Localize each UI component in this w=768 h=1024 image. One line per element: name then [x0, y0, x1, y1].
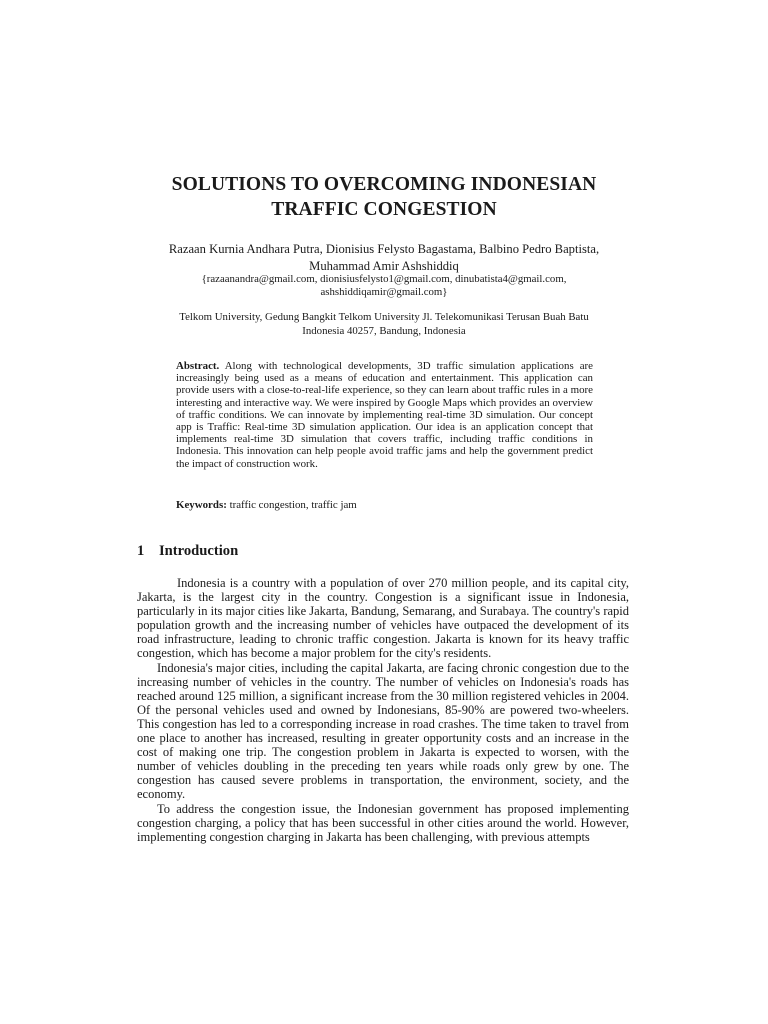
section-heading-introduction	[137, 542, 238, 560]
abstract-text: Along with technological developments, 3D traffic simulation applications are increasingly being used as a means of education and entertainment. This application can provide users with a close-to-real-life experience, so they can learn about traffic rules in a more interesting and interactive way. We were inspired by Google Maps which provides an overview of traffic conditions. We can innovate by implementing real-time 3D simulation. Our concept app is Traffic: Real-time 3D simulation application. Our idea is an application concept that implements real-time 3D simulation that covers traffic, including traffic conditions in Indonesia. This innovation can help people avoid traffic jams and help the government predict the impact of construction work.	[176, 360, 594, 470]
section-title: Introduction	[159, 543, 239, 559]
paper-title-line-1: SOLUTIONS TO OVERCOMING INDONESIAN	[171, 174, 597, 195]
paragraph: To address the congestion issue, the Indonesian government has proposed implementing congestion charging, a policy that has been successful in other cities around the world. However, implementing congestion charging in Jakarta has been challenging, with previous attempts	[137, 801, 629, 844]
author-list	[140, 241, 628, 275]
paper-title	[120, 172, 648, 222]
section-number: 1	[137, 543, 145, 559]
abstract	[176, 360, 593, 470]
keywords	[176, 499, 593, 512]
abstract-label: Abstract.	[176, 360, 220, 372]
keywords-label: Keywords:	[176, 499, 227, 511]
affiliation-line-2: Indonesia 40257, Bandung, Indonesia	[302, 324, 466, 337]
affiliation	[140, 311, 628, 338]
author-line-1: Razaan Kurnia Andhara Putra, Dionisius Felysto Bagastama, Balbino Pedro Baptista,	[168, 242, 600, 256]
email-line-2: ashshiddiqamir@gmail.com}	[320, 286, 448, 298]
paragraph: Indonesia's major cities, including the capital Jakarta, are facing chronic congestion due to the increasing number of vehicles in the country. The number of vehicles on Indonesia's roads has reached around 125 million, a significant increase from the 30 million registered vehicles in 2004. Of the personal vehicles used and owned by Indonesians, 85-90% are powered two-wheelers. This congestion has led to a corresponding increase in road crashes. The time taken to travel from one place to another has increased, resulting in greater opportunity costs and an increase in the cost of making one trip. The congestion problem in Jakarta is expected to worsen, with the number of vehicles doubling in the preceding ten years while roads only grew by one. The congestion has caused severe problems in transportation, the environment, society, and the economy.	[137, 660, 629, 802]
author-emails	[140, 273, 628, 299]
email-line-1: {razaanandra@gmail.com, dionisiusfelysto1@gmail.com, dinubatista4@gmail.com,	[201, 273, 567, 285]
introduction-body	[137, 576, 629, 844]
paper-title-line-2: TRAFFIC CONGESTION	[271, 199, 497, 220]
author-line-2: Muhammad Amir Ashshiddiq	[309, 259, 459, 273]
paragraph: Indonesia is a country with a population of over 270 million people, and its capital city, Jakarta, is the largest city in the country. Congestion is a significant issue in Indonesia, particularly in its major cities like Jakarta, Bandung, Semarang, and Surabaya. The country's rapid population growth and the increasing number of vehicles have outpaced the development of its road infrastructure, leading to chronic traffic congestion. Jakarta is known for its heavy traffic congestion, which has become a major problem for the city's residents.	[137, 576, 629, 661]
keywords-text: traffic congestion, traffic jam	[229, 499, 357, 511]
affiliation-line-1: Telkom University, Gedung Bangkit Telkom University Jl. Telekomunikasi Terusan Buah Batu	[179, 311, 589, 323]
